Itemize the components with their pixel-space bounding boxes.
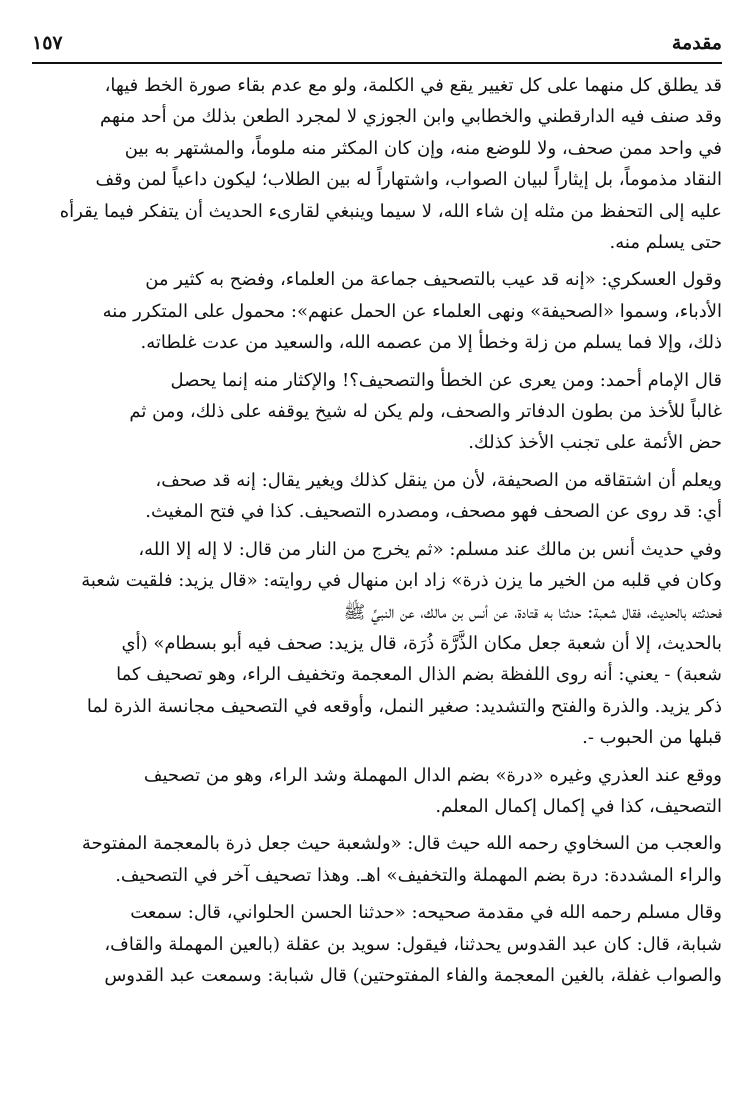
paragraph — [32, 365, 722, 459]
text-line: وفي حديث أنس بن مالك عند مسلم: «ثم يخرج من النار من قال: لا إله إلا الله، — [138, 538, 722, 560]
paragraph — [32, 465, 722, 528]
text-line: ويعلم أن اشتقاقه من الصحيفة، لأن من ينقل كذلك ويغير يقال: إنه قد صحف، — [155, 469, 722, 491]
text-line: ذكر يزيد. والذرة والفتح والتشديد: صغير النمل، وأوقعه في التصحيف مجانسة الذرة لما — [86, 695, 722, 717]
paragraph — [32, 897, 722, 991]
text-line: ذلك، وإلا فما يسلم من زلة وخطأ إلا من عصمه الله، والسعيد من عدت غلطاته. — [140, 332, 722, 354]
paragraph — [32, 828, 722, 891]
text-line: وقال مسلم رحمه الله في مقدمة صحيحه: «حدثنا الحسن الحلواني، قال: سمعت — [130, 902, 722, 924]
text-line: وكان في قلبه من الخير ما يزن ذرة» زاد ابن منهال في روايته: «قال يزيد: فلقيت شعبة — [81, 570, 722, 592]
text-line: أي: قد روى عن الصحف فهو مصحف، ومصدره التصحيف. كذا في فتح المغيث. — [145, 501, 722, 523]
text-line: حض الأئمة على تجنب الأخذ كذلك. — [468, 432, 722, 454]
text-line: غالباً للأخذ من بطون الدفاتر والصحف، ولم يكن له شيخ يوقفه على ذلك، ومن ثم — [129, 401, 722, 423]
text-line: التصحيف، كذا في إكمال إكمال المعلم. — [435, 795, 722, 817]
header-rule — [32, 62, 722, 64]
text-line: والعجب من السخاوي رحمه الله حيث قال: «ولشعبة حيث جعل ذرة بالمعجمة المفتوحة — [81, 833, 722, 855]
text-line: الأدباء، وسموا «الصحيفة» ونهى العلماء عن الحمل عنهم»: محمول على المتكرر منه — [102, 300, 722, 322]
text-line: بالحديث، إلا أن شعبة جعل مكان الذَّرَّة ذُرَة، قال يزيد: صحف فيه أبو بسطام» (أي — [121, 632, 722, 654]
text-line: شعبة) - يعني: أنه روى اللفظة بضم الذال المعجمة وتخفيف الراء، وهو تصحيف كما — [116, 664, 722, 686]
text-line: شبابة، قال: كان عبد القدوس يحدثنا، فيقول: سويد بن عقلة (بالعين المهملة والقاف، — [104, 933, 722, 955]
text-line: وقد صنف فيه الدارقطني والخطابي وابن الجوزي لا لمجرد الطعن بذلك من أحد منهم — [100, 106, 722, 128]
text-line: والراء المشددة: درة بضم المهملة والتخفيف» اهـ. وهذا تصحيف آخر في التصحيف. — [115, 864, 722, 886]
text-line: قبلها من الحبوب -. — [582, 727, 722, 749]
paragraph — [32, 70, 722, 258]
paragraph — [32, 534, 722, 754]
page-body — [32, 70, 722, 991]
text-line: في واحد ممن صحف، ولا للوضع منه، وإن كان المكثر منه ملوماً، والمشتهر به بين — [124, 137, 722, 159]
paragraph — [32, 760, 722, 823]
text-line: قال الإمام أحمد: ومن يعرى عن الخطأ والتصحيف؟! والإكثار منه إنما يحصل — [170, 369, 722, 391]
text-line: عليه إلى التحفظ من مثله إن شاء الله، لا سيما وينبغي لقارىء الحديث أن يتفكر فيما يقرأه — [59, 200, 722, 222]
running-header — [32, 28, 722, 54]
text-line: النقاد مذموماً، بل إيثاراً لبيان الصواب، واشتهاراً له بين الطلاب؛ ليكون داعياً لمن وقف — [95, 169, 722, 191]
text-line: والصواب غفلة، بالغين المعجمة والفاء المفتوحتين) قال شبابة: وسمعت عبد القدوس — [104, 964, 722, 986]
paragraph — [32, 264, 722, 358]
text-line: ووقع عند العذري وغيره «درة» بضم الدال المهملة وشد الراء، وهو من تصحيف — [143, 764, 722, 786]
chapter-title: مقدمة — [671, 32, 722, 54]
page-number: ١٥٧ — [32, 32, 63, 54]
text-line: حتى يسلم منه. — [609, 232, 722, 254]
text-line: وقول العسكري: «إنه قد عيب بالتصحيف جماعة من العلماء، وفضح به كثير من — [145, 269, 722, 291]
text-line: قد يطلق كل منهما على كل تغيير يقع في الكلمة، ولو مع عدم بقاء صورة الخط فيها، — [104, 75, 722, 96]
text-line: فحدثته بالحديث، فقال شعبة: حدثنا به قتادة، عن أنس بن مالك، عن النبيِّ ﷺ — [343, 601, 722, 623]
